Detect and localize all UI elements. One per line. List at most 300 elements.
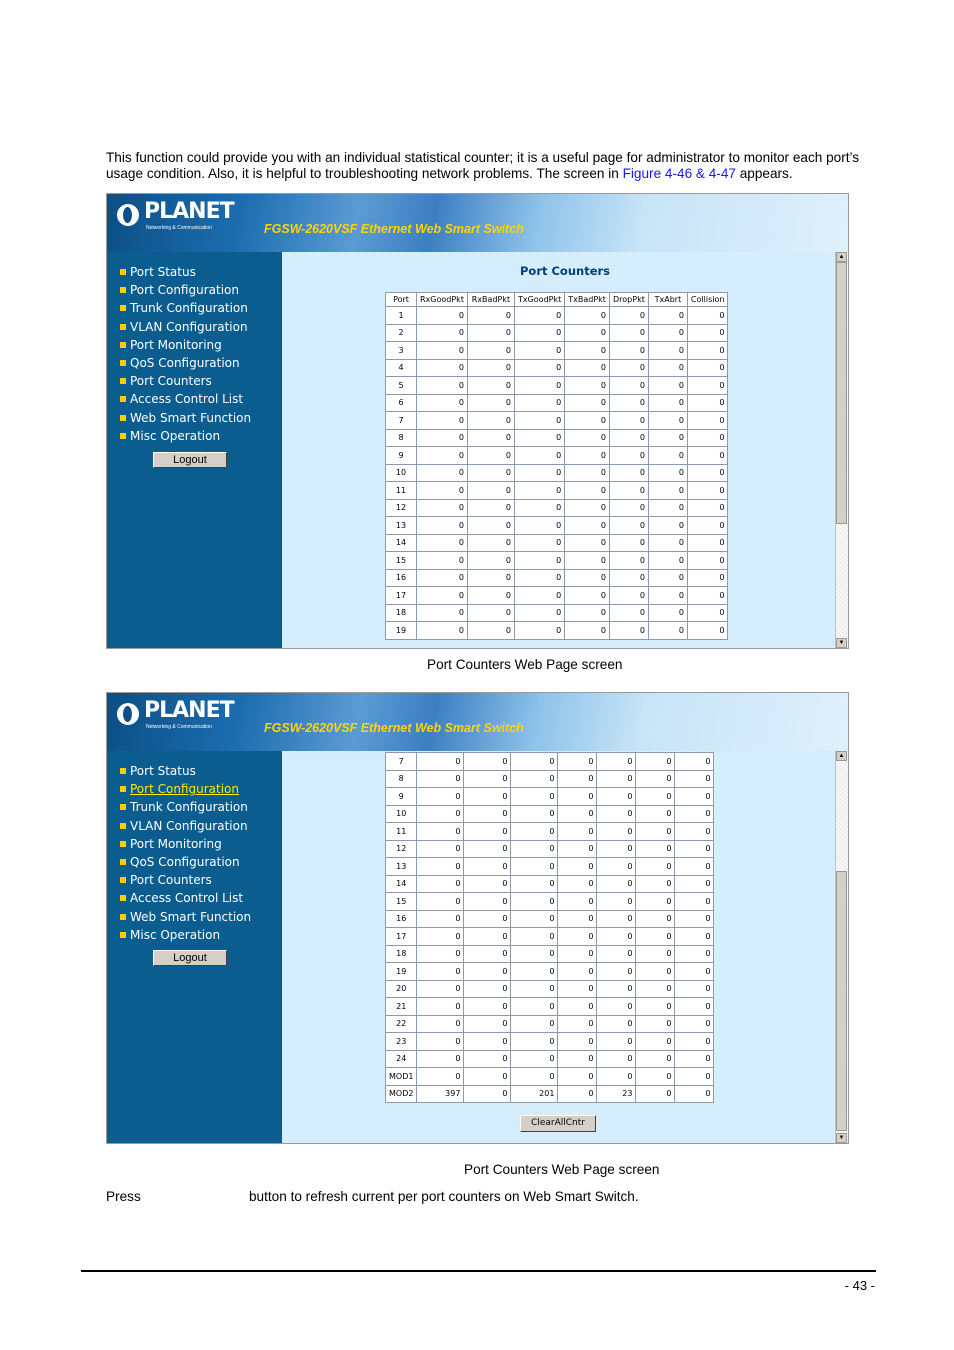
port-cell: 19	[386, 963, 417, 981]
column-header: TxBadPkt	[565, 293, 610, 307]
sidebar-item[interactable]	[120, 926, 251, 944]
port-cell: 18	[386, 945, 417, 963]
bullet-icon	[120, 396, 126, 402]
counter-cell: 0	[467, 534, 514, 552]
counter-cell: 0	[597, 1068, 636, 1086]
counter-cell: 0	[558, 823, 597, 841]
sidebar-item[interactable]	[120, 871, 251, 889]
sidebar-item[interactable]	[120, 409, 251, 427]
counter-cell: 0	[675, 1015, 714, 1033]
counter-cell: 0	[675, 805, 714, 823]
counter-cell: 0	[467, 499, 514, 517]
counter-cell: 0	[609, 499, 648, 517]
counter-cell: 0	[514, 552, 564, 570]
counter-cell: 0	[467, 587, 514, 605]
logo-text: PLANET	[144, 698, 234, 723]
counter-cell: 0	[648, 359, 687, 377]
port-cell: 7	[386, 753, 417, 771]
counter-cell: 0	[648, 517, 687, 535]
counter-cell: 0	[687, 359, 728, 377]
sidebar-item[interactable]	[120, 889, 251, 907]
counter-cell: 0	[417, 534, 468, 552]
model-title: FGSW-2620VSF Ethernet Web Smart Switch	[264, 222, 524, 236]
logo-tagline: Networking & Communication	[146, 225, 212, 231]
counter-cell: 0	[597, 823, 636, 841]
counter-cell: 0	[597, 770, 636, 788]
bullet-icon	[120, 914, 126, 920]
sidebar-item-label: Port Configuration	[130, 782, 239, 797]
content-area	[282, 751, 848, 1143]
bullet-icon	[120, 841, 126, 847]
counter-cell: 0	[597, 945, 636, 963]
counter-cell: 0	[687, 569, 728, 587]
sidebar-item-label: VLAN Configuration	[130, 818, 248, 833]
counter-cell: 0	[609, 569, 648, 587]
page-number: - 43 -	[844, 1278, 875, 1293]
sidebar-item[interactable]	[120, 798, 251, 816]
counter-cell: 0	[636, 1033, 675, 1051]
counter-cell: 0	[417, 377, 468, 395]
counter-cell: 0	[609, 394, 648, 412]
counter-cell: 0	[636, 963, 675, 981]
counter-cell: 0	[648, 587, 687, 605]
counter-cell: 0	[464, 893, 511, 911]
bullet-icon	[120, 877, 126, 883]
banner	[107, 194, 848, 252]
sidebar-item-label: Access Control List	[130, 891, 244, 906]
counter-cell: 0	[464, 980, 511, 998]
port-cell: 8	[386, 429, 417, 447]
counter-cell: 0	[417, 1033, 464, 1051]
counter-cell: 0	[511, 858, 558, 876]
bullet-icon	[120, 269, 126, 275]
port-cell: 16	[386, 569, 417, 587]
counter-cell: 0	[511, 963, 558, 981]
counter-cell: 0	[648, 307, 687, 325]
counter-cell: 0	[417, 840, 464, 858]
counter-cell: 0	[565, 359, 610, 377]
counter-cell: 0	[467, 377, 514, 395]
counter-cell: 0	[417, 753, 464, 771]
counter-cell: 0	[558, 963, 597, 981]
table-row	[386, 1068, 714, 1086]
counter-cell: 0	[648, 464, 687, 482]
counter-cell: 0	[417, 858, 464, 876]
counter-cell: 0	[417, 945, 464, 963]
counter-cell: 0	[417, 770, 464, 788]
counter-cell: 0	[675, 770, 714, 788]
table-row	[386, 805, 714, 823]
sidebar-item[interactable]	[120, 390, 251, 408]
counter-cell: 0	[597, 998, 636, 1016]
intro-paragraph	[106, 150, 866, 182]
counter-cell: 0	[511, 928, 558, 946]
counter-cell: 0	[609, 307, 648, 325]
table-row	[386, 823, 714, 841]
port-cell: 12	[386, 840, 417, 858]
port-cell: 10	[386, 464, 417, 482]
counter-cell: 0	[417, 517, 468, 535]
counter-cell: 0	[648, 569, 687, 587]
port-cell: 17	[386, 587, 417, 605]
counter-cell: 0	[565, 482, 610, 500]
counter-cell: 0	[417, 342, 468, 360]
port-cell: 19	[386, 622, 417, 640]
scroll-down-arrow-icon[interactable]: ▼	[836, 638, 847, 648]
counter-cell: 0	[464, 963, 511, 981]
counter-cell: 0	[597, 1033, 636, 1051]
counter-cell: 0	[597, 840, 636, 858]
table-row	[386, 447, 728, 465]
counter-cell: 0	[511, 875, 558, 893]
sidebar-item[interactable]	[120, 835, 251, 853]
planet-logo	[117, 199, 234, 234]
counter-cell: 0	[417, 788, 464, 806]
counter-cell: 0	[636, 893, 675, 911]
sidebar-item[interactable]	[120, 853, 251, 871]
counter-cell: 0	[464, 753, 511, 771]
counter-cell: 0	[417, 875, 464, 893]
counter-cell: 0	[636, 910, 675, 928]
sidebar-item-label: Access Control List	[130, 392, 244, 407]
counter-cell: 0	[511, 910, 558, 928]
counter-cell: 0	[558, 945, 597, 963]
table-row	[386, 788, 714, 806]
bullet-icon	[120, 804, 126, 810]
sidebar-item[interactable]	[120, 372, 251, 390]
counter-cell: 0	[687, 412, 728, 430]
counter-cell: 0	[464, 1068, 511, 1086]
counter-cell: 0	[464, 840, 511, 858]
sidebar-item-label: QoS Configuration	[130, 355, 240, 370]
table-row	[386, 753, 714, 771]
counter-cell: 0	[675, 980, 714, 998]
bullet-icon	[120, 378, 126, 384]
scrollbar[interactable]	[835, 252, 848, 648]
port-cell: 18	[386, 604, 417, 622]
counter-cell: 0	[636, 805, 675, 823]
counter-cell: 0	[636, 770, 675, 788]
counter-cell: 0	[558, 910, 597, 928]
bullet-icon	[120, 823, 126, 829]
sidebar-item[interactable]	[120, 762, 251, 780]
model-title: FGSW-2620VSF Ethernet Web Smart Switch	[264, 721, 524, 735]
counter-cell: 0	[558, 875, 597, 893]
counter-cell: 0	[609, 464, 648, 482]
counter-cell: 0	[565, 569, 610, 587]
counter-cell: 0	[636, 788, 675, 806]
counter-cell: 0	[597, 1050, 636, 1068]
counter-cell: 0	[687, 552, 728, 570]
sidebar-item[interactable]	[120, 817, 251, 835]
counter-cell: 0	[609, 342, 648, 360]
counter-cell: 0	[417, 394, 468, 412]
sidebar-item-label: Misc Operation	[130, 428, 221, 443]
counter-cell: 0	[675, 963, 714, 981]
column-header: Collision	[687, 293, 728, 307]
sidebar-item-label: Port Configuration	[130, 283, 239, 298]
counter-cell: 0	[467, 517, 514, 535]
sidebar-item[interactable]	[120, 908, 251, 926]
counter-cell: 0	[565, 499, 610, 517]
counter-cell: 0	[467, 307, 514, 325]
column-header: TxGoodPkt	[514, 293, 564, 307]
counter-cell: 0	[565, 412, 610, 430]
table-row	[386, 840, 714, 858]
table-row	[386, 429, 728, 447]
counter-cell: 0	[558, 788, 597, 806]
sidebar-item[interactable]	[120, 263, 251, 281]
scroll-up-arrow-icon[interactable]: ▲	[836, 751, 847, 761]
counter-cell: 0	[687, 447, 728, 465]
counter-cell: 0	[565, 377, 610, 395]
counter-cell: 0	[565, 464, 610, 482]
counter-cell: 0	[467, 622, 514, 640]
counter-cell: 0	[417, 604, 468, 622]
counter-cell: 0	[648, 622, 687, 640]
counter-cell: 0	[467, 569, 514, 587]
screenshot-1	[106, 193, 849, 649]
counter-cell: 0	[417, 622, 468, 640]
port-cell: 24	[386, 1050, 417, 1068]
counter-cell: 0	[609, 412, 648, 430]
scroll-up-arrow-icon[interactable]: ▲	[836, 252, 847, 262]
counter-cell: 0	[417, 569, 468, 587]
sidebar-item[interactable]	[120, 354, 251, 372]
counter-cell: 0	[511, 840, 558, 858]
counter-cell: 0	[565, 587, 610, 605]
counter-cell: 0	[687, 324, 728, 342]
counter-cell: 0	[467, 342, 514, 360]
table-row	[386, 770, 714, 788]
table-row	[386, 875, 714, 893]
counter-cell: 0	[675, 998, 714, 1016]
counter-cell: 0	[609, 587, 648, 605]
bullet-icon	[120, 324, 126, 330]
counter-cell: 0	[565, 447, 610, 465]
counter-cell: 0	[558, 980, 597, 998]
counter-cell: 0	[514, 587, 564, 605]
table-row	[386, 499, 728, 517]
counter-cell: 201	[511, 1085, 558, 1103]
counter-cell: 0	[648, 377, 687, 395]
counter-cell: 0	[609, 447, 648, 465]
counter-cell: 0	[464, 770, 511, 788]
column-header: Port	[386, 293, 417, 307]
planet-logo-icon	[117, 204, 139, 226]
counter-cell: 0	[675, 1050, 714, 1068]
clear-all-counters-button[interactable]: ClearAllCntr	[520, 1115, 596, 1132]
figure-caption-1: Port Counters Web Page screen	[427, 657, 623, 672]
counter-cell: 0	[636, 1015, 675, 1033]
counter-cell: 0	[609, 482, 648, 500]
counter-cell: 0	[597, 788, 636, 806]
counter-cell: 0	[417, 805, 464, 823]
port-cell: 14	[386, 875, 417, 893]
counter-cell: 0	[417, 998, 464, 1016]
port-cell: 13	[386, 517, 417, 535]
counter-cell: 0	[648, 447, 687, 465]
sidebar-item[interactable]	[120, 780, 251, 798]
sidebar-item-label: Misc Operation	[130, 927, 221, 942]
bullet-icon	[120, 786, 126, 792]
counter-cell: 0	[636, 753, 675, 771]
counter-cell: 0	[558, 770, 597, 788]
counter-cell: 0	[675, 1085, 714, 1103]
counter-cell: 0	[417, 324, 468, 342]
counter-cell: 0	[565, 307, 610, 325]
bullet-icon	[120, 342, 126, 348]
table-row	[386, 604, 728, 622]
counter-cell: 0	[687, 587, 728, 605]
counter-cell: 0	[597, 875, 636, 893]
sidebar-item-label: Web Smart Function	[130, 410, 252, 425]
counter-cell: 0	[514, 604, 564, 622]
table-row	[386, 1015, 714, 1033]
counter-cell: 0	[597, 753, 636, 771]
scroll-down-arrow-icon[interactable]: ▼	[836, 1133, 847, 1143]
counter-cell: 0	[565, 552, 610, 570]
counter-cell: 0	[636, 1085, 675, 1103]
counter-cell: 0	[464, 858, 511, 876]
counter-cell: 0	[609, 429, 648, 447]
counter-cell: 0	[675, 1033, 714, 1051]
counter-cell: 0	[417, 1015, 464, 1033]
bullet-icon	[120, 360, 126, 366]
port-cell: 3	[386, 342, 417, 360]
logout-button[interactable]: Logout	[153, 452, 227, 468]
counter-cell: 23	[597, 1085, 636, 1103]
counter-cell: 397	[417, 1085, 464, 1103]
scroll-thumb[interactable]	[836, 262, 847, 524]
menu	[120, 762, 251, 944]
table-row	[386, 412, 728, 430]
counter-cell: 0	[558, 928, 597, 946]
counter-cell: 0	[687, 377, 728, 395]
logout-button[interactable]: Logout	[153, 950, 227, 966]
counter-cell: 0	[464, 1085, 511, 1103]
counter-cell: 0	[565, 517, 610, 535]
counter-cell: 0	[467, 464, 514, 482]
counter-cell: 0	[511, 1015, 558, 1033]
counter-cell: 0	[609, 517, 648, 535]
counter-cell: 0	[648, 394, 687, 412]
counter-cell: 0	[636, 980, 675, 998]
figure-link[interactable]: Figure 4-46 & 4-47	[622, 166, 736, 181]
sidebar-item[interactable]	[120, 318, 251, 336]
table-header-row	[386, 293, 728, 307]
press-text: Press	[106, 1189, 141, 1204]
table-row	[386, 342, 728, 360]
table-row	[386, 307, 728, 325]
counter-cell: 0	[417, 1050, 464, 1068]
sidebar-item-label: Port Counters	[130, 374, 212, 389]
counter-cell: 0	[514, 569, 564, 587]
counter-cell: 0	[675, 858, 714, 876]
table-row	[386, 980, 714, 998]
counter-cell: 0	[417, 928, 464, 946]
counter-cell: 0	[511, 998, 558, 1016]
page-title: Port Counters	[519, 264, 611, 278]
counter-cell: 0	[675, 823, 714, 841]
bullet-icon	[120, 415, 126, 421]
counter-cell: 0	[514, 517, 564, 535]
port-cell: 8	[386, 770, 417, 788]
port-cell: 10	[386, 805, 417, 823]
counter-cell: 0	[609, 552, 648, 570]
scroll-thumb[interactable]	[836, 871, 847, 1131]
counter-cell: 0	[417, 587, 468, 605]
scrollbar[interactable]	[835, 751, 848, 1143]
counter-cell: 0	[514, 499, 564, 517]
counter-cell: 0	[636, 823, 675, 841]
counter-cell: 0	[687, 482, 728, 500]
sidebar-item[interactable]	[120, 299, 251, 317]
table-row	[386, 893, 714, 911]
counter-cell: 0	[675, 945, 714, 963]
port-cell: 16	[386, 910, 417, 928]
sidebar-item-label: Port Monitoring	[130, 836, 222, 851]
counter-cell: 0	[464, 1033, 511, 1051]
sidebar-item-label: Port Status	[130, 764, 196, 778]
port-cell: 4	[386, 359, 417, 377]
counter-cell: 0	[687, 534, 728, 552]
table-row	[386, 963, 714, 981]
table-row	[386, 377, 728, 395]
sidebar-item[interactable]	[120, 281, 251, 299]
counter-cell: 0	[609, 377, 648, 395]
sidebar-item-label: Port Counters	[130, 873, 212, 888]
port-cell: 15	[386, 893, 417, 911]
counter-cell: 0	[648, 412, 687, 430]
counter-cell: 0	[609, 324, 648, 342]
counter-cell: 0	[636, 1050, 675, 1068]
counter-cell: 0	[514, 377, 564, 395]
counter-cell: 0	[467, 552, 514, 570]
counter-cell: 0	[514, 447, 564, 465]
counter-cell: 0	[558, 998, 597, 1016]
counter-cell: 0	[514, 412, 564, 430]
sidebar-item-label: Trunk Configuration	[130, 301, 248, 316]
counter-cell: 0	[464, 875, 511, 893]
counter-cell: 0	[417, 359, 468, 377]
sidebar-item[interactable]	[120, 336, 251, 354]
sidebar	[107, 252, 282, 648]
counter-cell: 0	[558, 840, 597, 858]
press-description: button to refresh current per port counters on Web Smart Switch.	[249, 1189, 639, 1204]
counter-cell: 0	[609, 359, 648, 377]
screenshot-2	[106, 692, 849, 1144]
port-cell: 9	[386, 447, 417, 465]
counter-cell: 0	[636, 928, 675, 946]
counter-cell: 0	[675, 1068, 714, 1086]
counter-cell: 0	[636, 945, 675, 963]
counter-cell: 0	[636, 858, 675, 876]
port-cell: 21	[386, 998, 417, 1016]
port-cell: 17	[386, 928, 417, 946]
counter-cell: 0	[417, 429, 468, 447]
counter-cell: 0	[467, 359, 514, 377]
counter-cell: 0	[648, 324, 687, 342]
counter-cell: 0	[687, 517, 728, 535]
table-row	[386, 1085, 714, 1103]
counter-cell: 0	[464, 1050, 511, 1068]
sidebar-item[interactable]	[120, 427, 251, 445]
counter-cell: 0	[597, 893, 636, 911]
counter-cell: 0	[417, 482, 468, 500]
bullet-icon	[120, 433, 126, 439]
planet-logo-icon	[117, 703, 139, 725]
